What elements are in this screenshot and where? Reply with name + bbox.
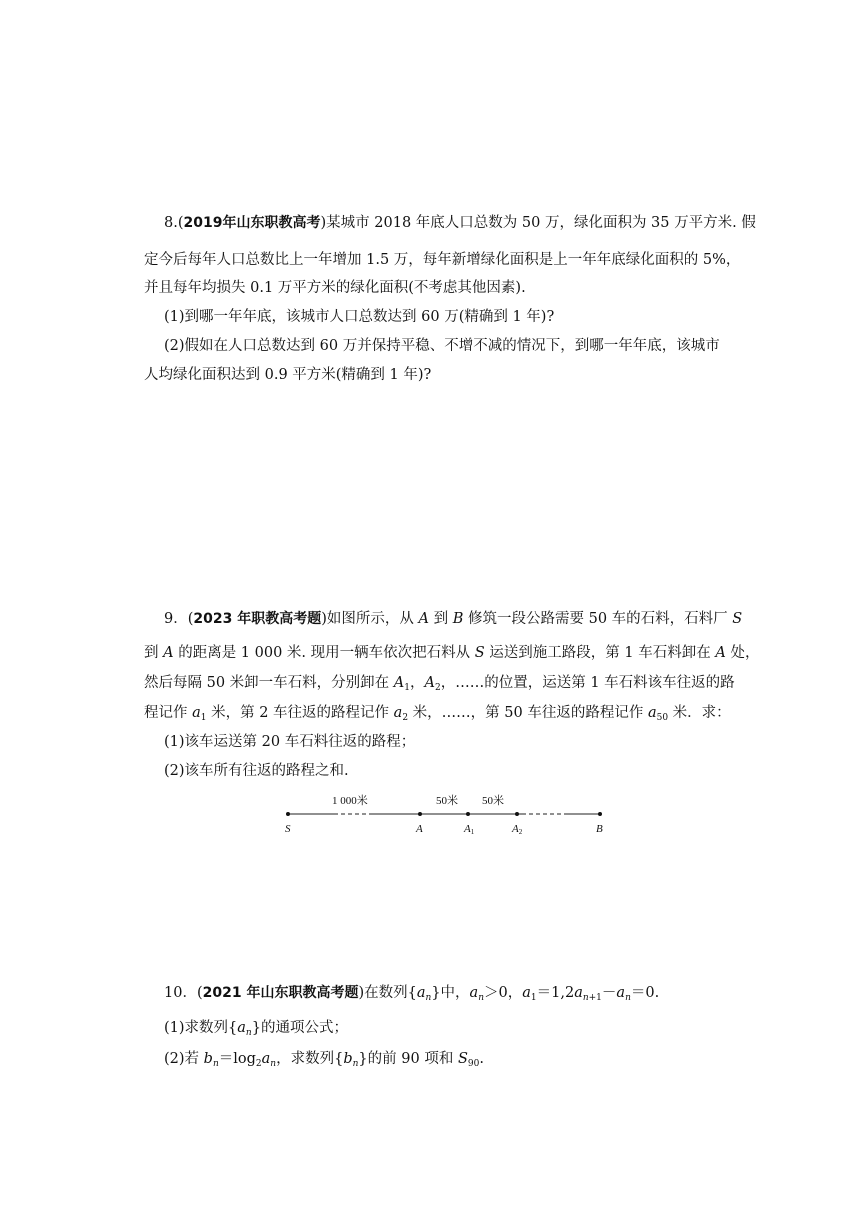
label-50m-2: 50米 xyxy=(482,795,504,807)
label-b: B xyxy=(596,823,603,835)
q9-number: 9． xyxy=(164,611,188,627)
q8-line1-text: 某城市 2018 年底人口总数为 50 万，绿化面积为 35 万平方米. 假 xyxy=(326,215,756,231)
q8-line1: 8.(2019年山东职教高考)某城市 2018 年底人口总数为 50 万，绿化面积为 35 万平方米. 假 xyxy=(164,215,756,231)
label-a: A xyxy=(416,823,423,835)
q8-source: 2019年山东职教高考 xyxy=(183,215,321,231)
label-s: S xyxy=(285,823,291,835)
q8-line2: 定今后每年人口总数比上一年增加 1.5 万，每年新增绿化面积是上一年年底绿化面积的 5%， xyxy=(144,252,741,268)
label-50m-1: 50米 xyxy=(436,795,458,807)
point-s xyxy=(286,812,290,816)
q9-source: 2023 年职教高考题 xyxy=(193,611,322,627)
q9-line4: 程记作 $a_1$ 米，第 2 车往返的路程记作 $a_2$ 米，……，第 50 车往返的路程记作 $a_{50}$ 米．求： xyxy=(144,705,731,723)
q8-sub2-line1: (2)假如在人口总数达到 60 万并保持平稳、不增不减的情况下，到哪一年年底，该城市 xyxy=(164,338,720,354)
label-a2: A2 xyxy=(512,823,523,836)
point-a xyxy=(418,812,422,816)
q8-number: 8. xyxy=(164,215,178,231)
point-b xyxy=(598,812,602,816)
point-a2 xyxy=(515,812,519,816)
label-1000m: 1 000米 xyxy=(332,795,368,807)
q10-source: 2021 年山东职教高考题 xyxy=(202,985,359,1001)
q9-sub2: (2)该车所有往返的路程之和. xyxy=(164,763,349,779)
q10-sub1: (1)求数列$\{a_n\}$的通项公式； xyxy=(164,1020,348,1038)
q8-line3: 并且每年均损失 0.1 万平方米的绿化面积(不考虑其他因素). xyxy=(144,280,526,296)
q9-line3: 然后每隔 50 米卸一车石料，分别卸在 $A_1$，$A_2$，……的位置，运送第 1 车石料该车往返的路 xyxy=(144,675,735,693)
point-a1 xyxy=(466,812,470,816)
q9-sub1: (1)该车运送第 20 车石料往返的路程； xyxy=(164,734,416,750)
label-a1: A1 xyxy=(464,823,475,836)
q10-sub2: (2)若 $b_n=\log_2a_n$，求数列$\{b_n\}$的前 90 项和 $S_{90}$. xyxy=(164,1051,484,1069)
q9-line1: 9．(2023 年职教高考题)如图所示，从 A 到 B 修筑一段公路需要 50 车的石料，石料厂 S xyxy=(164,611,743,627)
q9-line2: 到 A 的距离是 1 000 米. 现用一辆车依次把石料从 S 运送到施工路段，第 1 车石料卸在 A 处， xyxy=(144,645,760,661)
road-diagram xyxy=(282,792,612,840)
q8-sub2-line2: 人均绿化面积达到 0.9 平方米(精确到 1 年)? xyxy=(144,367,432,383)
q10-number: 10． xyxy=(164,985,197,1001)
q8-sub1: (1)到哪一年年底，该城市人口总数达到 60 万(精确到 1 年)? xyxy=(164,309,555,325)
q10-line1: 10．(2021 年山东职教高考题)在数列$\{a_n\}$中，$a_n>0$，$a_1=1,2a_{n+1}-a_n=0$. xyxy=(164,985,660,1003)
